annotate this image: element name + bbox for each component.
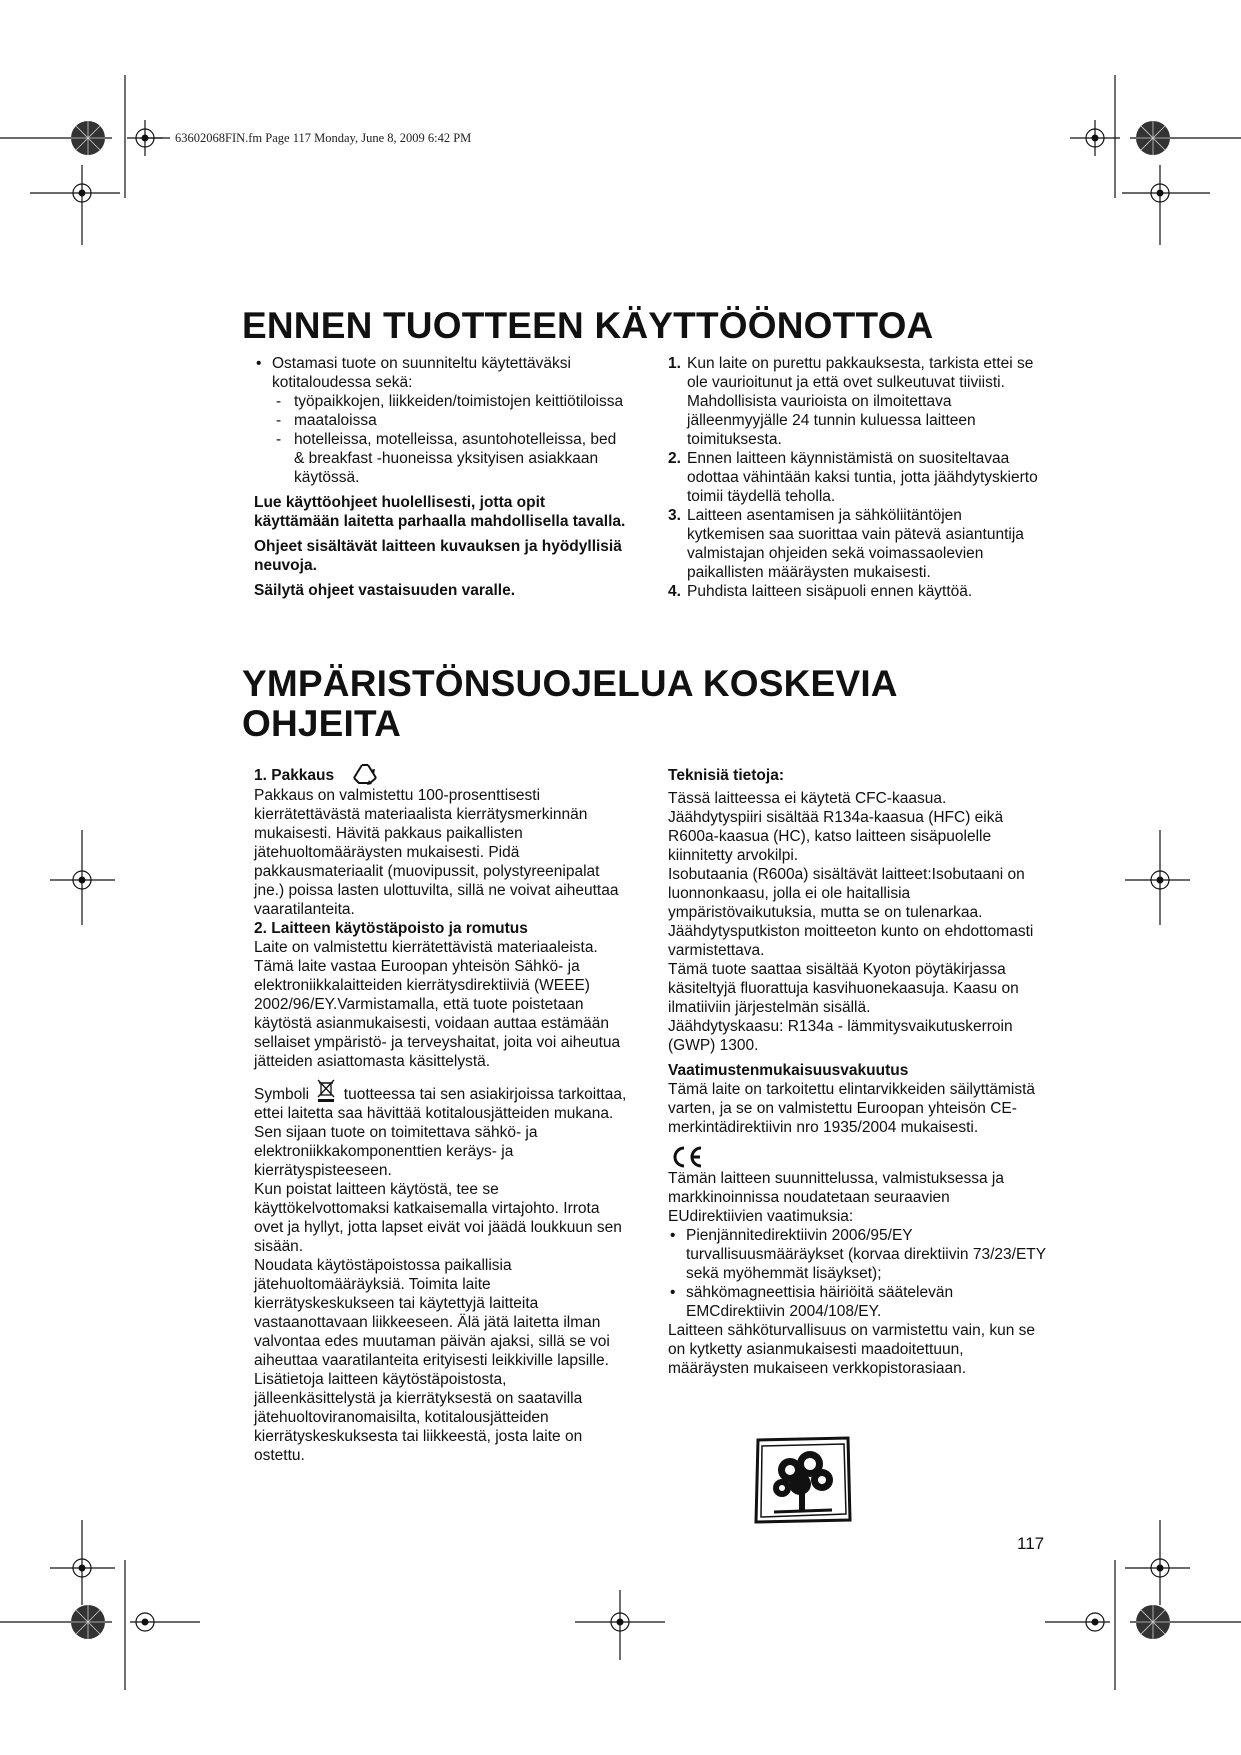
section2-title-line2: OHJEITA <box>242 703 402 744</box>
technical-line: Tässä laitteessa ei käytetä CFC-kaasua. <box>668 790 947 807</box>
section2-right-column <box>668 766 1046 1378</box>
ce-mark-icon <box>668 1145 708 1169</box>
place-item: - työpaikkojen, liikkeiden/toimistojen keittiötiloissa <box>254 392 626 411</box>
section1-right-column <box>668 354 1040 601</box>
step-text: Kun laite on purettu pakkauksesta, tarkista ettei se ole vaurioitunut ja että ovet sulkeutuvat tiiviisti. Mahdollisista vaurioista on ilmoitettava jälleenmyyjälle 24 tunnin kuluessa laitteen toimituksesta. <box>687 355 1034 448</box>
disposal-body3: Kun poistat laitteen käytöstä, tee se käyttökelvottomaksi katkaisemalla virtajohto. Irrota ovet ja hyllyt, jotta lapset eivät voi jäädä loukkuun sen sisään. <box>254 1181 622 1255</box>
step-text: Ennen laitteen käynnistämistä on suositeltavaa odottaa vähintään kaksi tuntia, jotta jäähdytyskierto toimii täydellä teholla. <box>687 450 1038 505</box>
places-list <box>254 392 626 487</box>
intro-list <box>254 354 626 487</box>
disposal-body4: Noudata käytöstäpoistossa paikallisia jätehuoltomääräyksiä. Toimita laite kierrätyskeskukseen tai käytettyjä laitteita vastaanottavaan liikkeeseen. Älä jätä laitetta ilman valvontaa edes muutaman päivän ajaksi, sillä se voi aiheuttaa vaaratilanteita erityisesti leikkiville lapsille. <box>254 1257 610 1369</box>
step-number: 4. <box>668 583 681 600</box>
directive-item: • Pienjännitedirektiivin 2006/95/EY turvallisuusmääräykset (korvaa direktiivin 73/23/ETY sekä myöhemmät lisäykset); <box>668 1226 1046 1283</box>
section1-left-column <box>254 354 626 600</box>
step-text: Puhdista laitteen sisäpuoli ennen käyttöä. <box>687 583 973 600</box>
ce-text: Tämän laitteen suunnittelussa, valmistuksessa ja markkinoinnissa noudatetaan seuraavien EUdirektiivien vaatimuksia: <box>668 1170 1004 1225</box>
steps-list <box>668 354 1040 601</box>
bold-note: Lue käyttöohjeet huolellisesti, jotta opit käyttämään laitetta parhaalla mahdollisella tavalla. <box>254 494 626 530</box>
place-item: - maataloissa <box>254 411 626 430</box>
step-number: 2. <box>668 450 681 467</box>
step-item <box>668 506 1040 582</box>
step-item <box>668 354 1040 449</box>
directive-item: • sähkömagneettisia häiriöitä säätelevän EMCdirektiivin 2004/108/EY. <box>668 1283 1046 1321</box>
section1-title: ENNEN TUOTTEEN KÄYTTÖÖNOTTOA <box>242 305 934 346</box>
technical-line: Jäähdytyspiiri sisältää R134a-kaasua (HFC) eikä R600a-kaasua (HC), katso laitteen sisäpuolelle kiinnitetty arvokilpi. <box>668 809 1004 864</box>
intro-bullet-text: Ostamasi tuote on suunniteltu käytettäväksi kotitaloudessa sekä: <box>272 355 571 391</box>
packaging-heading-text: 1. Pakkaus <box>254 767 335 785</box>
symbol-rest-text: tuotteessa tai sen asiakirjoissa tarkoittaa, ettei laitetta saa hävittää kotitalousjätteiden mukana. Sen sijaan tuote on toimitettava sähkö- ja elektroniikkakomponenttien keräys- ja kierrätyspisteeseen. <box>254 1086 627 1179</box>
technical-line: Jäähdytyskaasu: R134a - lämmitysvaikutuskerroin (GWP) 1300. <box>668 1018 1013 1054</box>
directives-list <box>668 1226 1046 1321</box>
page-number: 117 <box>1017 1534 1045 1553</box>
section2-title-line1: YMPÄRISTÖNSUOJELUA KOSKEVIA <box>242 663 898 704</box>
section2-title <box>242 664 898 744</box>
disposal-body1: Laite on valmistettu kierrätettävistä materiaaleista. <box>254 939 598 956</box>
bold-note: Säilytä ohjeet vastaisuuden varalle. <box>254 582 516 599</box>
technical-line: Tämä tuote saattaa sisältää Kyoton pöytäkirjassa käsiteltyjä fluorattuja kasvihuonekaasuja. Kaasu on ilmatiiviin järjestelmän sisällä. <box>668 961 1019 1016</box>
disposal-symbol-paragraph <box>254 1085 630 1180</box>
tree-logo-icon <box>752 1434 854 1524</box>
conformity-heading: Vaatimustenmukaisuusvakuutus <box>668 1062 909 1079</box>
technical-line: Isobutaania (R600a) sisältävät laitteet:Isobutaani on luonnonkaasu, jolla ei ole haitallisia ympäristövaikutuksia, mutta se on tulenarkaa. Jäähdytysputkiston moitteeton kunto on ehdottomasti varmistettava. <box>668 866 1034 959</box>
place-item: - hotelleissa, motelleissa, asuntohotelleissa, bed & breakfast -huoneissa yksityisen asiakkaan käytössä. <box>254 430 626 487</box>
disposal-body5: Lisätietoja laitteen käytöstäpoistosta, jälleenkäsittelystä ja kierrätyksestä on saatavilla jätehuoltoviranomaisilta, kotitalousjätteiden kierrätyskeskuksesta tai liikkeestä, josta laite on ostettu. <box>254 1371 583 1464</box>
file-header: 63602068FIN.fm Page 117 Monday, June 8, 2009 6:42 PM <box>175 131 472 145</box>
crossed-bin-icon <box>315 1077 337 1103</box>
step-item <box>668 582 1040 601</box>
conformity-body: Tämä laite on tarkoitettu elintarvikkeiden säilyttämistä varten, ja se on valmistettu Euroopan yhteisön CE-merkintädirektiivin nro 1935/2004 mukaisesti. <box>668 1081 1035 1136</box>
packaging-heading <box>254 766 630 786</box>
step-item <box>668 449 1040 506</box>
intro-bullet <box>254 354 626 487</box>
step-number: 1. <box>668 355 681 372</box>
packaging-body: Pakkaus on valmistettu 100-prosenttisesti kierrätettävästä materiaalista kierrätysmerkinnän mukaisesti. Hävitä pakkaus paikallisten jätehuoltomääräysten mukaisesti. Pidä pakkausmateriaalit (muovipussit, polystyreenipalat jne.) poissa lasten ulottuvilta, sillä ne voivat aiheuttaa vaaratilanteita. <box>254 787 619 918</box>
recycle-icon <box>350 762 380 786</box>
safety-text: Laitteen sähköturvallisuus on varmistettu vain, kun se on kytketty asianmukaisesti maadoitettuun, määräysten mukaiseen verkkopistorasiaan. <box>668 1322 1036 1377</box>
bold-note: Ohjeet sisältävät laitteen kuvauksen ja hyödyllisiä neuvoja. <box>254 538 622 574</box>
section2-left-column <box>254 766 630 1465</box>
technical-heading: Teknisiä tietoja: <box>668 767 784 784</box>
disposal-heading: 2. Laitteen käytöstäpoisto ja romutus <box>254 920 528 937</box>
disposal-body2: Tämä laite vastaa Euroopan yhteisön Sähkö- ja elektroniikkalaitteiden kierrätysdirektiiviä (WEEE) 2002/96/EY.Varmistamalla, että tuote poistetaan käytöstä asianmukaisesti, voidaan auttaa estämään sellaiset ympäristö- ja terveyshaitat, joita voi aiheutua jätteiden asiattomasta käsittelystä. <box>254 958 621 1070</box>
step-text: Laitteen asentamisen ja sähköliitäntöjen kytkemisen saa suorittaa vain pätevä asiantuntija valmistajan ohjeiden sekä voimassaolevien paikallisten määräysten mukaisesti. <box>687 507 1024 581</box>
symbol-word: Symboli <box>254 1086 310 1103</box>
step-number: 3. <box>668 507 681 524</box>
